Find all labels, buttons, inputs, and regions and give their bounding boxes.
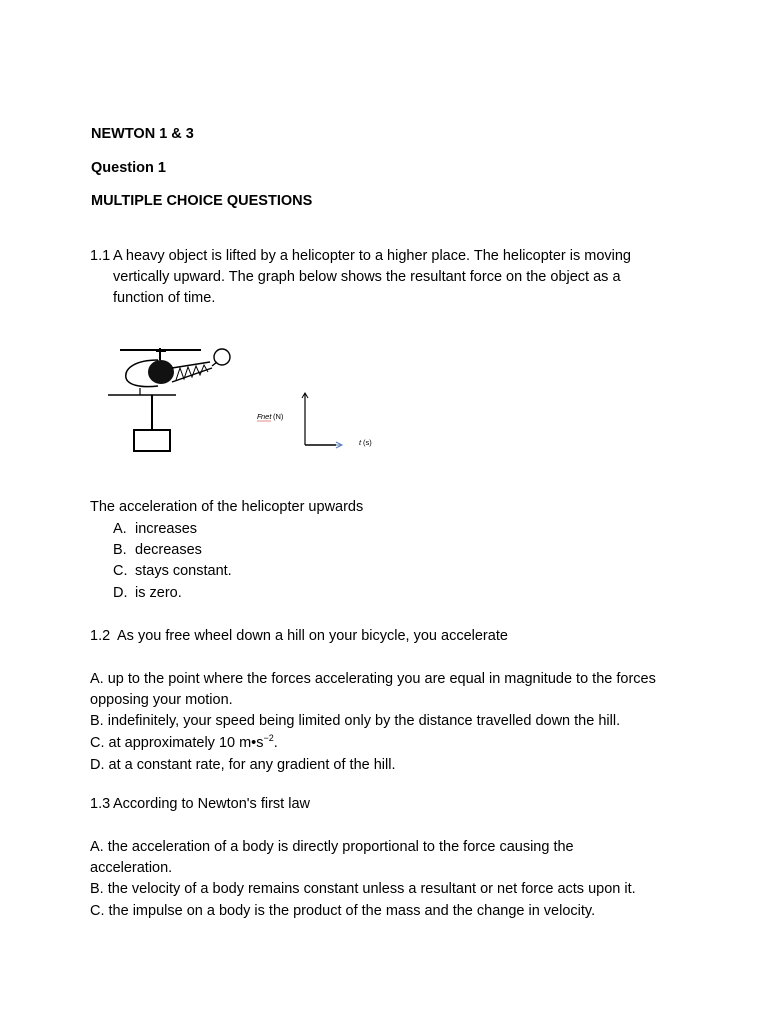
q1-1-option-c-text: stays constant. [135, 563, 232, 579]
q1-2-stem: As you free wheel down a hill on your bicycle, you accelerate [117, 628, 508, 644]
x-axis-label-symbol: t [359, 438, 362, 447]
q1-2-option-a-line-2: opposing your motion. [90, 692, 233, 708]
q1-3-option-b: B. the velocity of a body remains constant unless a resultant or net force acts upon it. [90, 881, 636, 897]
q1-1-option-b-letter: B. [113, 542, 127, 558]
q1-1-option-a-text: increases [135, 521, 198, 537]
y-axis-label-symbol: F [257, 412, 262, 421]
helicopter-figure [100, 338, 390, 462]
q1-3-stem: According to Newton's first law [113, 796, 310, 812]
helicopter-body [148, 360, 174, 384]
q1-2-option-c-exponent: −2 [263, 733, 274, 743]
document-heading: NEWTON 1 & 3 [91, 126, 194, 142]
question-title: Question 1 [91, 160, 166, 176]
q1-1-line-1: A heavy object is lifted by a helicopter to a higher place. The helicopter is moving [113, 248, 631, 264]
x-axis-label-unit: (s) [363, 438, 372, 447]
q1-1-option-d-letter: D. [113, 585, 128, 601]
q1-3-option-a-line-2: acceleration. [90, 860, 173, 876]
y-axis-label-unit: (N) [273, 412, 284, 421]
q1-1-line-2: vertically upward. The graph below shows the resultant force on the object as a [113, 269, 621, 285]
q1-3-option-a-line-1: A. the acceleration of a body is directly proportional to the force causing the [90, 839, 574, 855]
tail-boom [172, 362, 212, 382]
q1-2-option-d: D. at a constant rate, for any gradient of the hill. [90, 757, 396, 773]
q1-2-option-c-text: C. at approximately 10 m•s [90, 735, 264, 751]
q1-3-option-c: C. the impulse on a body is the product of the mass and the change in velocity. [90, 903, 596, 919]
q1-1-option-b-text: decreases [135, 542, 202, 558]
q1-1-option-c-letter: C. [113, 563, 128, 579]
q1-1-option-d-text: is zero. [135, 585, 182, 601]
q1-1-stem: The acceleration of the helicopter upwards [90, 499, 364, 515]
q1-1-number: 1.1 [90, 248, 111, 264]
q1-2-number: 1.2 [90, 628, 111, 644]
y-axis-label-sub: net [261, 412, 272, 421]
q1-2-option-a-line-1: A. up to the point where the forces accelerating you are equal in magnitude to the forces [90, 671, 656, 687]
load-box [134, 430, 170, 451]
q1-3-number: 1.3 [90, 796, 111, 812]
q1-1-option-a-letter: A. [113, 521, 127, 537]
q1-2-option-c [90, 735, 278, 751]
q1-1-line-3: function of time. [113, 290, 216, 306]
section-title: MULTIPLE CHOICE QUESTIONS [91, 193, 313, 209]
helicopter-diagram [100, 338, 390, 458]
q1-2-option-b: B. indefinitely, your speed being limited only by the distance travelled down the hill. [90, 713, 621, 729]
q1-2-option-c-end: . [273, 735, 278, 751]
